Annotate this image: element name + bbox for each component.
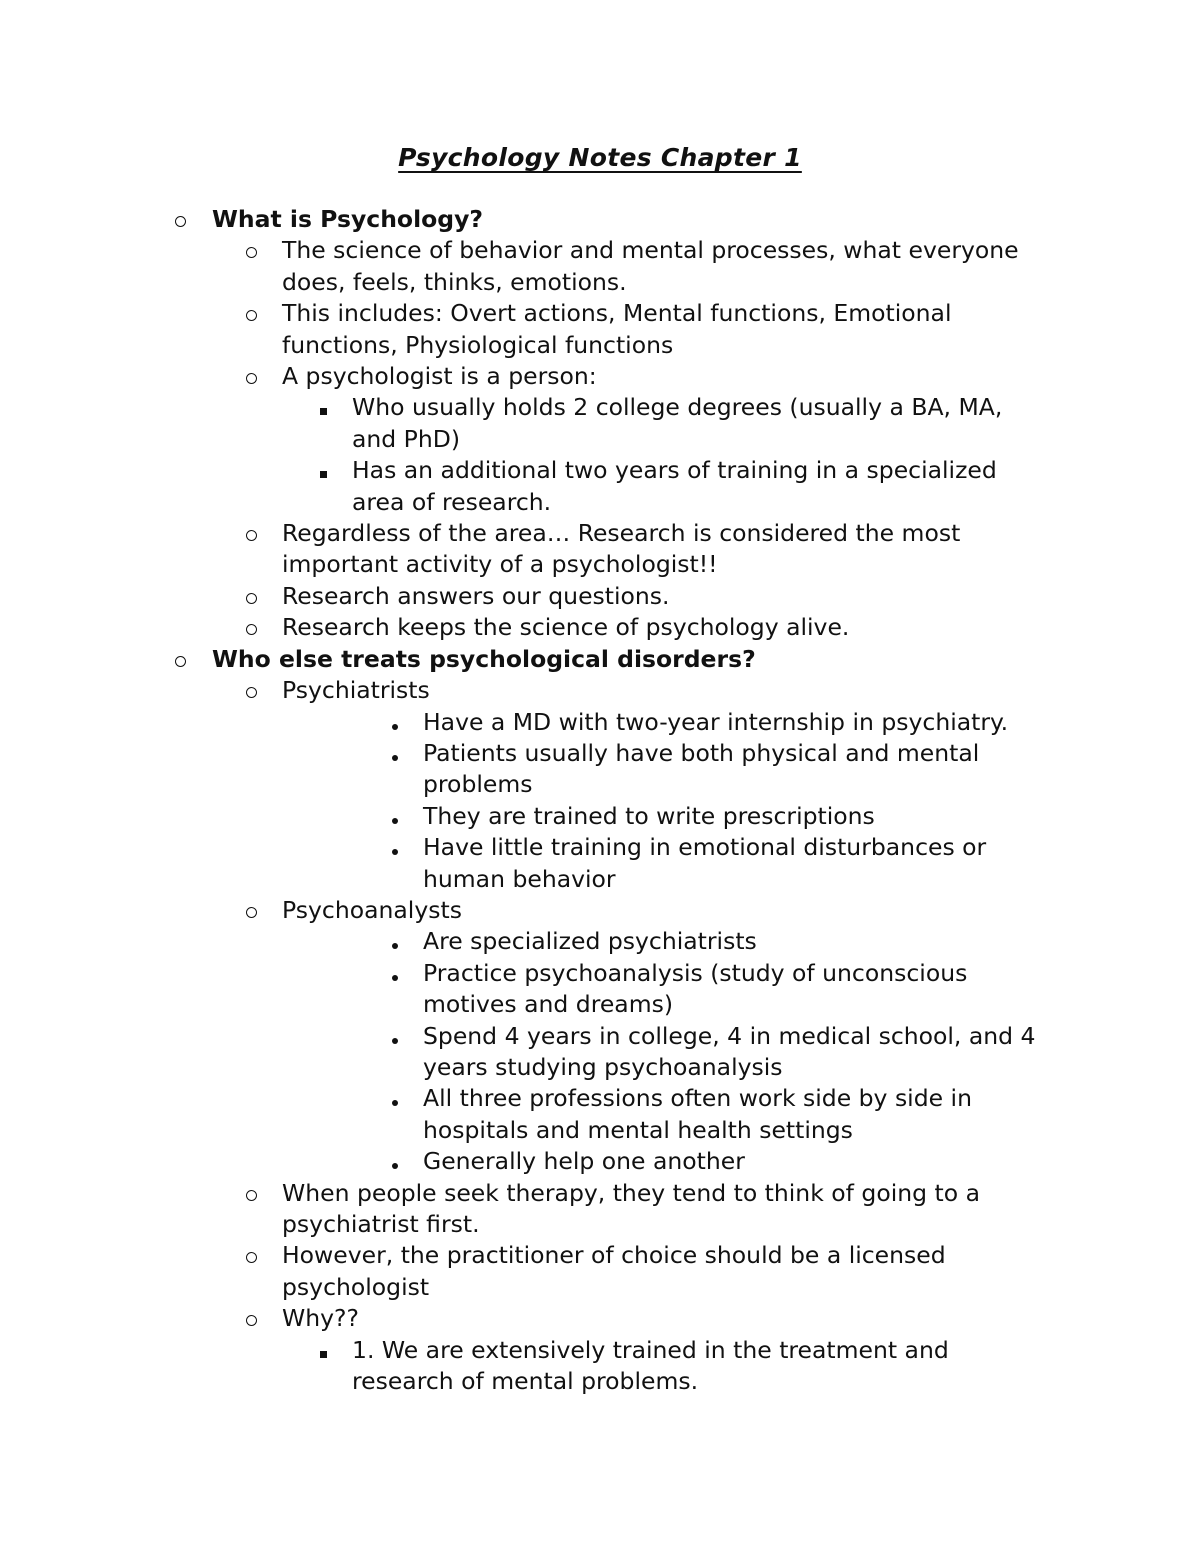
outline-item <box>0 518 1072 581</box>
bullet-marker <box>246 518 257 549</box>
bullet-marker <box>246 235 257 266</box>
outline-item-text: Have little training in emotional disturbances or human behavior <box>423 833 987 893</box>
bullet-marker <box>392 707 398 738</box>
round-bullet-icon <box>392 818 398 824</box>
bullet-marker <box>320 1335 327 1366</box>
hollow-circle-bullet-icon <box>246 1190 257 1201</box>
bullet-marker <box>246 1178 257 1209</box>
bullet-marker <box>175 644 186 675</box>
outline-item-text: Patients usually have both physical and mental problems <box>423 738 980 799</box>
bullet-marker <box>392 801 398 832</box>
outline-item-text: Have a MD with two-year internship in psychiatry. <box>423 707 1009 736</box>
outline-item <box>0 958 1063 1021</box>
bullet-marker <box>175 204 186 235</box>
bullet-marker <box>246 675 257 706</box>
outline-item-text: Spend 4 years in college, 4 in medical school, and 4 years studying psychoanalysis <box>423 1021 1036 1081</box>
square-bullet-icon <box>320 1351 327 1358</box>
hollow-circle-bullet-icon <box>246 373 257 384</box>
round-bullet-icon <box>392 724 398 730</box>
outline-item-text: However, the practitioner of choice should be a licensed psychologist <box>282 1241 946 1301</box>
outline-item-text: This includes: Overt actions, Mental functions, Emotional functions, Physiological functions <box>282 299 952 359</box>
outline-item-text: What is Psychology? <box>212 205 484 233</box>
outline-item-text: Generally help one another <box>423 1147 745 1176</box>
outline-item-text: Why?? <box>282 1304 359 1333</box>
hollow-circle-bullet-icon <box>246 624 257 635</box>
bullet-marker <box>392 1146 398 1177</box>
outline-item-text: Regardless of the area… Research is considered the most important activity of a psychologist!! <box>282 519 961 579</box>
outline-item <box>0 392 1052 455</box>
outline-item <box>0 235 1072 298</box>
outline-item-text: Practice psychoanalysis (study of unconscious motives and dreams) <box>423 958 968 1019</box>
outline-item-text: Are specialized psychiatrists <box>423 927 757 956</box>
outline-item-text: A psychologist is a person: <box>282 362 597 391</box>
outline-item-text: All three professions often work side by side in hospitals and mental health settings <box>423 1084 972 1144</box>
outline-item-text: Psychoanalysts <box>282 895 462 924</box>
outline-item-text: Research keeps the science of psychology alive. <box>282 613 850 642</box>
outline-item <box>0 1335 1052 1398</box>
square-bullet-icon <box>320 408 327 415</box>
outline-item <box>0 832 1063 895</box>
round-bullet-icon <box>392 1163 398 1169</box>
round-bullet-icon <box>392 1100 398 1106</box>
outline-item-text: Who else treats psychological disorders? <box>212 644 756 673</box>
outline-item <box>0 801 1063 832</box>
bullet-marker <box>246 298 257 329</box>
notes-outline <box>0 204 1200 1397</box>
outline-item <box>0 1178 1072 1241</box>
outline-item <box>0 1146 1063 1177</box>
outline-heading <box>0 644 1200 675</box>
bullet-marker <box>392 832 398 863</box>
bullet-marker <box>246 361 257 392</box>
outline-item <box>0 895 1072 926</box>
round-bullet-icon <box>392 1038 398 1044</box>
bullet-marker <box>320 455 327 486</box>
round-bullet-icon <box>392 975 398 981</box>
hollow-circle-bullet-icon <box>246 907 257 918</box>
outline-item <box>0 361 1072 392</box>
bullet-marker <box>246 895 257 926</box>
hollow-circle-bullet-icon <box>175 656 186 667</box>
round-bullet-icon <box>392 943 398 949</box>
bullet-marker <box>246 1240 257 1271</box>
outline-item <box>0 707 1063 738</box>
outline-item-text: When people seek therapy, they tend to think of going to a psychiatrist first. <box>282 1178 980 1238</box>
outline-item <box>0 738 1063 801</box>
outline-item <box>0 581 1072 612</box>
hollow-circle-bullet-icon <box>246 530 257 541</box>
outline-item-text: Research answers our questions. <box>282 581 670 610</box>
outline-item-text: Who usually holds 2 college degrees (usually a BA, MA, and PhD) <box>352 393 1003 453</box>
outline-item-text: 1. We are extensively trained in the treatment and research of mental problems. <box>352 1335 949 1396</box>
outline-item <box>0 675 1072 706</box>
hollow-circle-bullet-icon <box>246 593 257 604</box>
bullet-marker <box>246 581 257 612</box>
bullet-marker <box>320 392 327 423</box>
bullet-marker <box>392 1021 398 1052</box>
outline-item-text: Has an additional two years of training in a specialized area of research. <box>352 456 997 516</box>
outline-item <box>0 1240 1072 1303</box>
bullet-marker <box>246 1303 257 1334</box>
hollow-circle-bullet-icon <box>246 687 257 698</box>
bullet-marker <box>392 1083 398 1114</box>
hollow-circle-bullet-icon <box>246 1252 257 1263</box>
hollow-circle-bullet-icon <box>246 310 257 321</box>
outline-item <box>0 455 1052 518</box>
outline-item-text: Psychiatrists <box>282 676 430 705</box>
hollow-circle-bullet-icon <box>246 1315 257 1326</box>
round-bullet-icon <box>392 755 398 761</box>
bullet-marker <box>392 926 398 957</box>
square-bullet-icon <box>320 471 327 478</box>
round-bullet-icon <box>392 849 398 855</box>
bullet-marker <box>246 612 257 643</box>
outline-item <box>0 1083 1063 1146</box>
outline-item <box>0 1021 1063 1084</box>
outline-item <box>0 612 1072 643</box>
document-title: Psychology Notes Chapter 1 <box>398 143 802 172</box>
outline-item <box>0 298 1072 361</box>
outline-item <box>0 926 1063 957</box>
bullet-marker <box>392 958 398 989</box>
bullet-marker <box>392 738 398 769</box>
outline-item-text: They are trained to write prescriptions <box>423 801 875 830</box>
outline-heading <box>0 204 1200 235</box>
outline-item <box>0 1303 1072 1334</box>
outline-item-text: The science of behavior and mental processes, what everyone does, feels, thinks, emotions. <box>282 236 1019 296</box>
hollow-circle-bullet-icon <box>175 216 186 227</box>
hollow-circle-bullet-icon <box>246 247 257 258</box>
